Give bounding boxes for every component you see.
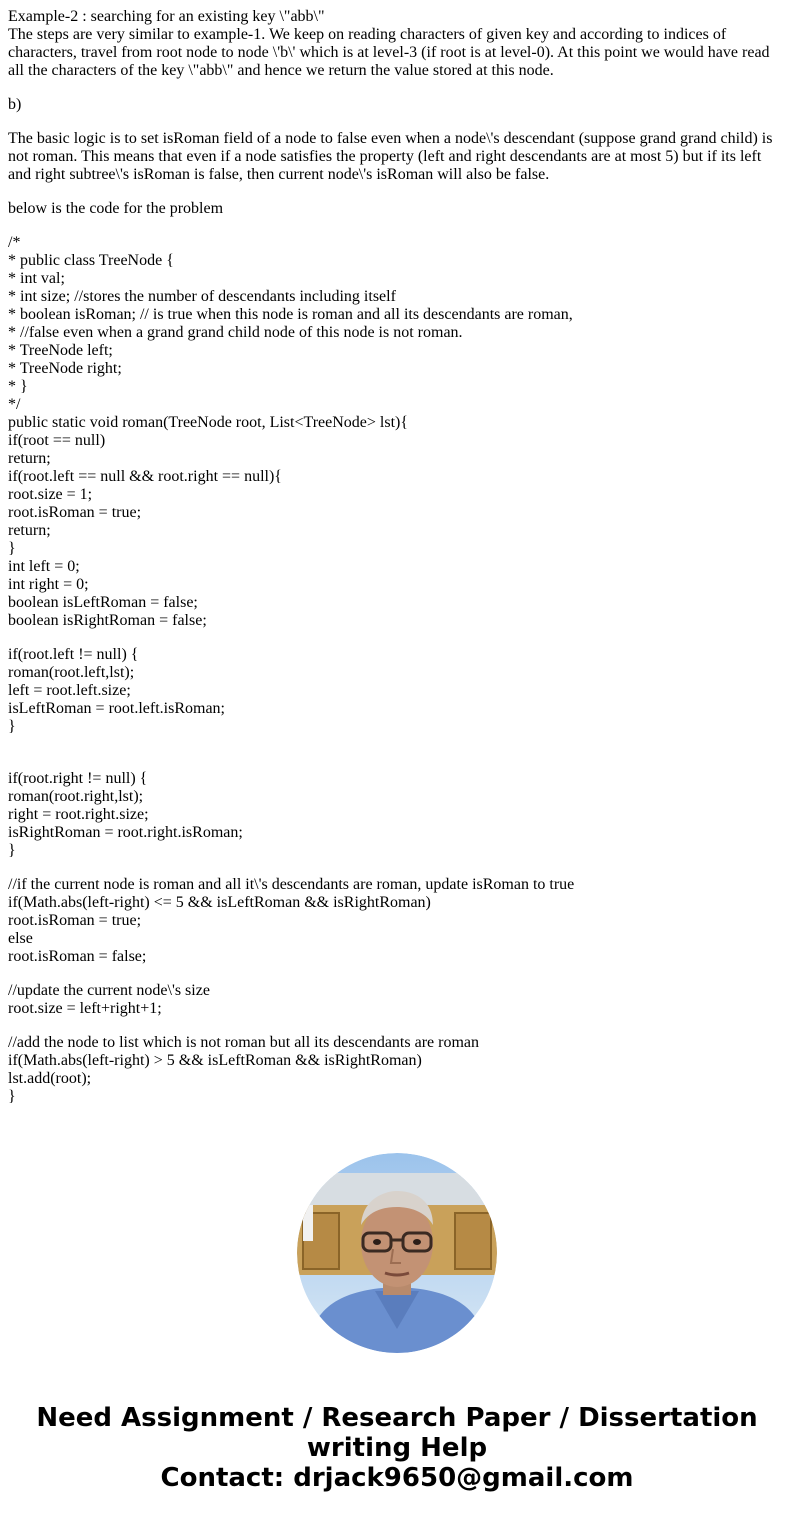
code-line: //update the current node\'s size: [8, 982, 210, 999]
code-line: * boolean isRoman; // is true when this node is roman and all its descendants are roman,: [8, 306, 573, 323]
code-block-1: [8, 234, 786, 630]
code-line: boolean isLeftRoman = false;: [8, 594, 198, 611]
code-line: }: [8, 842, 16, 859]
code-line: boolean isRightRoman = false;: [8, 612, 207, 629]
code-line: if(root.left != null) {: [8, 646, 139, 663]
code-line: * int val;: [8, 270, 65, 287]
part-b-label: b): [8, 96, 22, 113]
code-line: root.isRoman = false;: [8, 948, 147, 965]
document-body: [8, 8, 786, 1106]
code-line: * public class TreeNode {: [8, 252, 174, 269]
code-line: * //false even when a grand grand child node of this node is not roman.: [8, 324, 463, 341]
author-avatar: [297, 1153, 497, 1353]
code-line: root.isRoman = true;: [8, 504, 142, 521]
code-line: left = root.left.size;: [8, 682, 131, 699]
code-line: public static void roman(TreeNode root, List<TreeNode> lst){: [8, 414, 409, 431]
code-line: root.size = left+right+1;: [8, 1000, 162, 1017]
code-line: * TreeNode right;: [8, 360, 122, 377]
code-line: if(Math.abs(left-right) <= 5 && isLeftRoman && isRightRoman): [8, 894, 431, 911]
code-line: */: [8, 396, 21, 413]
code-line: isLeftRoman = root.left.isRoman;: [8, 700, 225, 717]
spacer: [8, 860, 786, 876]
spacer: [8, 1018, 786, 1034]
code-line: }: [8, 718, 16, 735]
code-block-2: [8, 646, 786, 736]
code-line: roman(root.right,lst);: [8, 788, 144, 805]
code-block-5: [8, 982, 786, 1018]
author-photo-illustration: [297, 1153, 497, 1353]
code-block-6: [8, 1034, 786, 1106]
code-line: isRightRoman = root.right.isRoman;: [8, 824, 243, 841]
code-line: }: [8, 540, 16, 557]
part-b-paragraph: The basic logic is to set isRoman field of a node to false even when a node\'s descendant (suppose grand grand child) is not roman. This means that even if a node satisfies the property (left and right descendants are at most 5) but if its left and right subtree\'s isRoman is false, then current node\'s isRoman will also be false.: [8, 130, 773, 183]
code-line: return;: [8, 522, 51, 539]
spacer: [8, 630, 786, 646]
code-line: roman(root.left,lst);: [8, 664, 135, 681]
code-line: //if the current node is roman and all it\'s descendants are roman, update isRoman to true: [8, 876, 575, 893]
code-line: lst.add(root);: [8, 1070, 92, 1087]
code-line: if(root.left == null && root.right == null){: [8, 468, 282, 485]
code-line: root.size = 1;: [8, 486, 93, 503]
intro-paragraph: The steps are very similar to example-1. We keep on reading characters of given key and according to indices of characters, travel from root node to node \'b\' which is at level-3 (if root is at level-0). At this point we would have read all the characters of the key \"abb\" and hence we return the value stored at this node.: [8, 26, 770, 79]
banner-line-1: Need Assignment / Research Paper / Dissertation: [36, 1403, 758, 1433]
spacer: [8, 736, 786, 770]
code-line: return;: [8, 450, 51, 467]
code-line: int left = 0;: [8, 558, 80, 575]
code-line: if(root.right != null) {: [8, 770, 148, 787]
code-line: * }: [8, 378, 28, 395]
code-line: right = root.right.size;: [8, 806, 149, 823]
code-line: root.isRoman = true;: [8, 912, 142, 929]
code-line: }: [8, 1088, 16, 1105]
code-line: else: [8, 930, 33, 947]
banner-line-2: writing Help: [306, 1433, 488, 1463]
code-line: * TreeNode left;: [8, 342, 113, 359]
code-line: * int size; //stores the number of descendants including itself: [8, 288, 396, 305]
code-line: int right = 0;: [8, 576, 89, 593]
example-heading: Example-2 : searching for an existing key \"abb\": [8, 8, 325, 25]
code-line: /*: [8, 234, 21, 251]
code-line: //add the node to list which is not roman but all its descendants are roman: [8, 1034, 480, 1051]
contact-email[interactable]: Contact: drjack9650@gmail.com: [160, 1463, 634, 1493]
code-intro: below is the code for the problem: [8, 200, 224, 217]
code-block-4: [8, 876, 786, 966]
code-block-3: [8, 770, 786, 860]
spacer: [8, 966, 786, 982]
contact-banner: [0, 1403, 794, 1493]
code-line: if(Math.abs(left-right) > 5 && isLeftRoman && isRightRoman): [8, 1052, 422, 1069]
code-line: if(root == null): [8, 432, 106, 449]
